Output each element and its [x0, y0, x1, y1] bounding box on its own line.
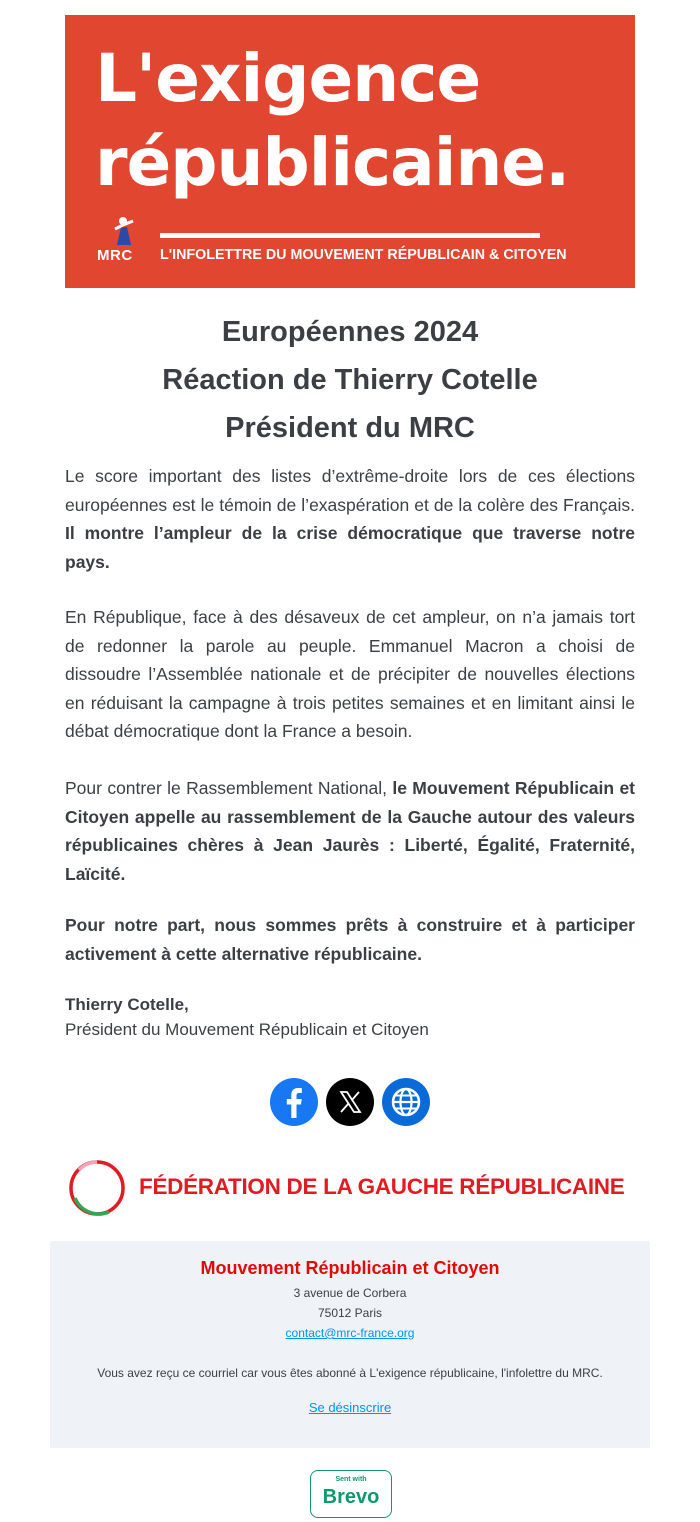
globe-icon[interactable]: [382, 1078, 430, 1126]
unsubscribe-link[interactable]: Se désinscrire: [308, 1400, 392, 1415]
paragraph-1-text: Le score important des listes d’extrême-droite lors de ces élections européennes est le témoin de l’exaspération et de la colère des Français.: [65, 466, 635, 515]
footer-email-link[interactable]: contact@mrc-france.org: [285, 1326, 415, 1340]
federation-text: FÉDÉRATION DE LA GAUCHE RÉPUBLICAINE: [139, 1174, 625, 1199]
facebook-icon[interactable]: [270, 1078, 318, 1126]
banner-title-line1: L'exigence: [95, 40, 481, 117]
brevo-badge[interactable]: [310, 1470, 392, 1518]
signature-title: Président du Mouvement Républicain et Citoyen: [65, 1020, 429, 1039]
header-banner: [65, 15, 635, 288]
brevo-sent-with: Sent with: [335, 1476, 367, 1483]
banner-divider: [160, 233, 540, 238]
social-links: [270, 1078, 432, 1128]
paragraph-3-text: Pour contrer le Rassemblement National,: [65, 778, 393, 798]
article-title: [65, 308, 635, 452]
footer-address-line1: 3 avenue de Corbera: [293, 1286, 407, 1300]
federation-ring-icon: [67, 1158, 127, 1218]
paragraph-3: [65, 774, 635, 888]
federation-logo: [65, 1158, 635, 1218]
paragraph-4: Pour notre part, nous sommes prêts à construire et à participer activement à cette alternative républicaine.: [65, 915, 635, 964]
signature: [65, 992, 635, 1042]
x-icon[interactable]: [326, 1078, 374, 1126]
title-line2: Réaction de Thierry Cotelle: [162, 364, 538, 396]
title-line1: Européennes 2024: [221, 316, 479, 348]
paragraph-3-bold: le Mouvement Républicain et Citoyen appelle au rassemblement de la Gauche autour des valeurs républicaines chères à Jean Jaurès : Liberté, Égalité, Fraternité, Laïcité.: [65, 778, 636, 884]
paragraph-2: En République, face à des désaveux de cet ampleur, on n’a jamais tort de redonner la parole au peuple. Emmanuel Macron a choisi de dissoudre l’Assemblée nationale et de précipiter de nouvelles élections en réduisant la campagne à trois petites semaines et en limitant ainsi le débat démocratique dont la France a besoin.: [65, 607, 635, 741]
signature-name: Thierry Cotelle,: [65, 995, 189, 1014]
paragraph-1-bold: Il montre l’ampleur de la crise démocratique que traverse notre pays.: [65, 523, 635, 572]
paragraph-1: [65, 462, 635, 576]
mrc-figure-icon: [109, 215, 137, 247]
footer-address-line2: 75012 Paris: [317, 1306, 383, 1320]
mrc-logo-text: MRC: [97, 247, 133, 264]
footer-org-name: Mouvement Républicain et Citoyen: [200, 1258, 500, 1278]
banner-title-line2: républicaine.: [95, 124, 570, 201]
banner-tagline: L'INFOLETTRE DU MOUVEMENT RÉPUBLICAIN & CITOYEN: [160, 247, 567, 263]
brevo-name: Brevo: [322, 1486, 380, 1508]
footer: [50, 1241, 650, 1448]
footer-notice: Vous avez reçu ce courriel car vous êtes abonné à L'exigence républicaine, l'infolettre du MRC.: [97, 1366, 603, 1380]
title-line3: Président du MRC: [225, 412, 475, 444]
